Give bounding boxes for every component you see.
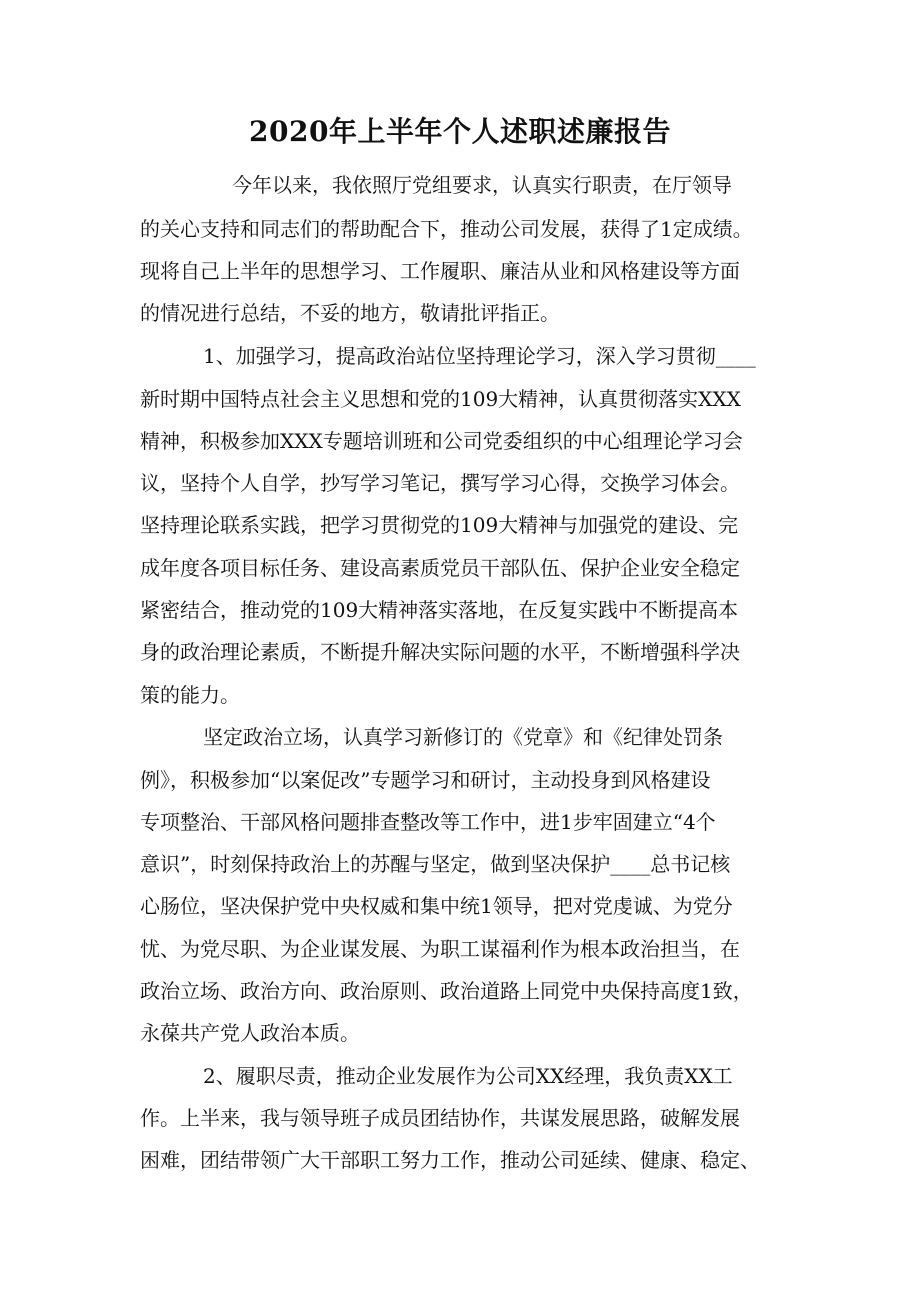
paragraph-line: 议，坚持个人自学，抄写学习笔记，撰写学习心得，交换学习体会。 (140, 471, 740, 495)
paragraph-line: 紧密结合，推动党的109大精神落实落地，在反复实践中不断提高本 (140, 598, 739, 622)
paragraph-line: 坚持理论联系实践，把学习贯彻党的109大精神与加强党的建设、完 (140, 513, 739, 537)
paragraph-line: 政治立场、政治方向、政治原则、政治道路上同党中央保持高度1致， (140, 979, 753, 1003)
paragraph-line: 永葆共产党人政治本质。 (140, 1021, 360, 1045)
paragraph-line: 作。上半来，我与领导班子成员团结协作，共谋发展思路，破解发展 (140, 1106, 740, 1130)
paragraph-line: 新时期中国特点社会主义思想和党的109大精神，认真贯彻落实XXX (140, 387, 741, 411)
paragraph-line: 例》，积极参加“以案促改”专题学习和研讨，主动投身到风格建设 (140, 768, 711, 792)
paragraph-line: 心肠位，坚决保护党中央权威和集中统1领导，把对党虔诚、为党分 (140, 894, 733, 918)
paragraph-line: 策的能力。 (140, 683, 240, 707)
paragraph-line: 意识”，时刻保持政治上的苏醒与坚定，做到坚决保护____总书记核 (140, 852, 731, 876)
paragraph-line: 的关心支持和同志们的帮助配合下，推动公司发展，获得了1定成绩。 (140, 217, 753, 241)
paragraph-line: 身的政治理论素质，不断提升解决实际问题的水平，不断增强科学决 (140, 640, 740, 664)
paragraph-line: 的情况进行总结，不妥的地方，敬请批评指正。 (140, 301, 560, 325)
paragraph-line: 成年度各项目标任务、建设高素质党员干部队伍、保护企业安全稳定 (140, 556, 740, 580)
paragraph-line: 2、履职尽责，推动企业发展作为公司XX经理，我负责XX工 (203, 1064, 733, 1088)
paragraph-line: 现将自己上半年的思想学习、工作履职、廉洁从业和风格建设等方面 (140, 259, 740, 283)
paragraph-line: 今年以来，我依照厅党组要求，认真实行职责，在厅领导 (232, 173, 732, 197)
paragraph-line: 坚定政治立场，认真学习新修订的《党章》和《纪律处罚条 (203, 725, 723, 749)
document-title: 2020年上半年个人述职述廉报告 (249, 115, 671, 148)
paragraph-line: 忧、为党尽职、为企业谋发展、为职工谋福利作为根本政治担当，在 (140, 937, 740, 961)
paragraph-line: 专项整治、干部风格问题排查整改等工作中，进1步牢固建立“4个 (140, 810, 716, 834)
paragraph-line: 困难，团结带领广大干部职工努力工作，推动公司延续、健康、稳定、 (140, 1148, 760, 1172)
paragraph-line: 精神，积极参加XXX专题培训班和公司党委组织的中心组理论学习会 (140, 429, 743, 453)
paragraph-line: 1、加强学习，提高政治站位坚持理论学习，深入学习贯彻____ (203, 344, 756, 368)
